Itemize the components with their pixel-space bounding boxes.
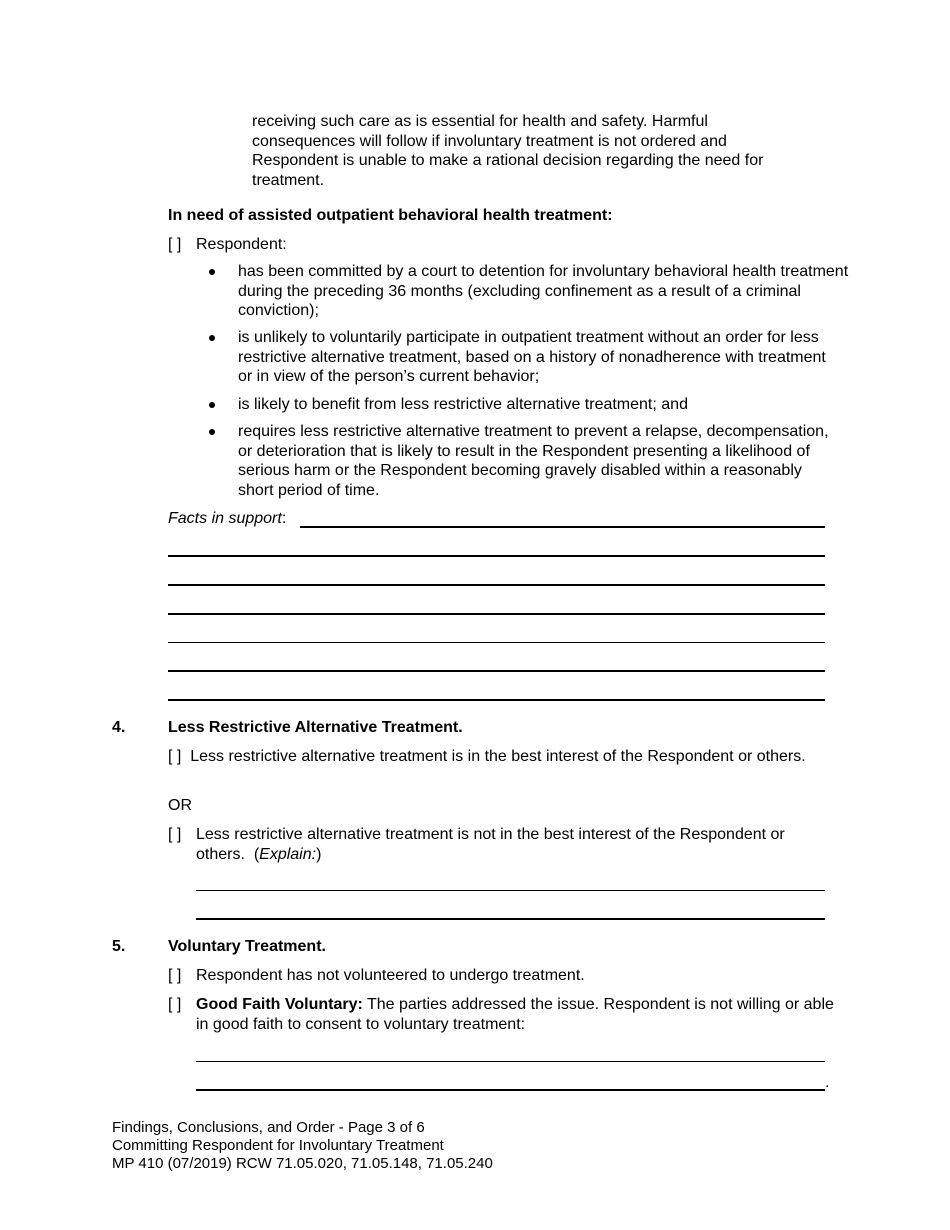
- bullet-icon: [209, 429, 215, 435]
- criteria-bullet-4: requires less restrictive alternative treatment to prevent a relapse, decompensation, or deterioration that is likely to result in the Respondent presenting a likelihood of serious harm or the Respondent becoming gravely disabled within a reasonably short period of time.: [238, 423, 829, 499]
- section-4-number: 4.: [112, 719, 126, 736]
- outpatient-heading: In need of assisted outpatient behavioral health treatment:: [168, 207, 613, 224]
- good-faith-checkbox[interactable]: [ ]: [168, 996, 182, 1013]
- lra-best-interest-option: [ ] Less restrictive alternative treatment is in the best interest of the Respondent or others.: [168, 748, 806, 765]
- facts-in-support-label: Facts in support:: [168, 510, 287, 527]
- good-faith-end-period: .: [825, 1074, 830, 1091]
- lra-not-best-interest-checkbox[interactable]: [ ]: [168, 826, 182, 843]
- good-faith-input-line[interactable]: [196, 1061, 825, 1062]
- or-label: OR: [168, 797, 192, 814]
- facts-input-line[interactable]: [168, 670, 825, 672]
- facts-input-line[interactable]: [168, 642, 825, 643]
- facts-input-line[interactable]: [168, 699, 825, 701]
- section-5-number: 5.: [112, 938, 126, 955]
- facts-input-line[interactable]: [300, 526, 825, 528]
- bullet-icon: [209, 402, 215, 408]
- facts-input-line[interactable]: [168, 584, 825, 586]
- footer-line: Committing Respondent for Involuntary Treatment: [112, 1137, 444, 1154]
- criteria-bullet-2: is unlikely to voluntarily participate in outpatient treatment without an order for less restrictive alternative treatment, based on a history of nonadherence with treatment or in view of the person’s current behavior;: [238, 329, 826, 385]
- footer-line: MP 410 (07/2019) RCW 71.05.020, 71.05.148, 71.05.240: [112, 1155, 493, 1172]
- not-volunteered-checkbox[interactable]: [ ]: [168, 967, 182, 984]
- criteria-bullet-3: is likely to benefit from less restrictive alternative treatment; and: [238, 396, 688, 413]
- facts-input-line[interactable]: [168, 555, 825, 557]
- intro-paragraph: receiving such care as is essential for health and safety. Harmful consequences will follow if involuntary treatment is not ordered and Respondent is unable to make a rational decision regarding the need for treatment.: [252, 113, 764, 189]
- not-volunteered-option: Respondent has not volunteered to undergo treatment.: [196, 967, 585, 984]
- section-5-title: Voluntary Treatment.: [168, 938, 326, 955]
- facts-input-line[interactable]: [168, 613, 825, 615]
- explain-input-line[interactable]: [196, 918, 825, 920]
- page-footer: [112, 1119, 493, 1173]
- bullet-icon: [209, 335, 215, 341]
- footer-line: Findings, Conclusions, and Order - Page 3 of 6: [112, 1119, 425, 1136]
- good-faith-input-line[interactable]: [196, 1089, 825, 1091]
- respondent-label: Respondent:: [196, 236, 287, 253]
- respondent-checkbox[interactable]: [ ]: [168, 236, 182, 253]
- good-faith-option: Good Faith Voluntary: The parties addressed the issue. Respondent is not willing or able in good faith to consent to voluntary treatment:: [196, 996, 834, 1033]
- lra-best-interest-checkbox[interactable]: [ ]: [168, 748, 182, 765]
- criteria-bullet-1: has been committed by a court to detention for involuntary behavioral health treatment during the preceding 36 months (excluding confinement as a result of a criminal conviction);: [238, 263, 849, 319]
- bullet-icon: [209, 269, 215, 275]
- explain-input-line[interactable]: [196, 890, 825, 891]
- section-4-title: Less Restrictive Alternative Treatment.: [168, 719, 463, 736]
- lra-not-best-interest-option: Less restrictive alternative treatment is not in the best interest of the Respondent or others. (Explain:): [196, 826, 785, 863]
